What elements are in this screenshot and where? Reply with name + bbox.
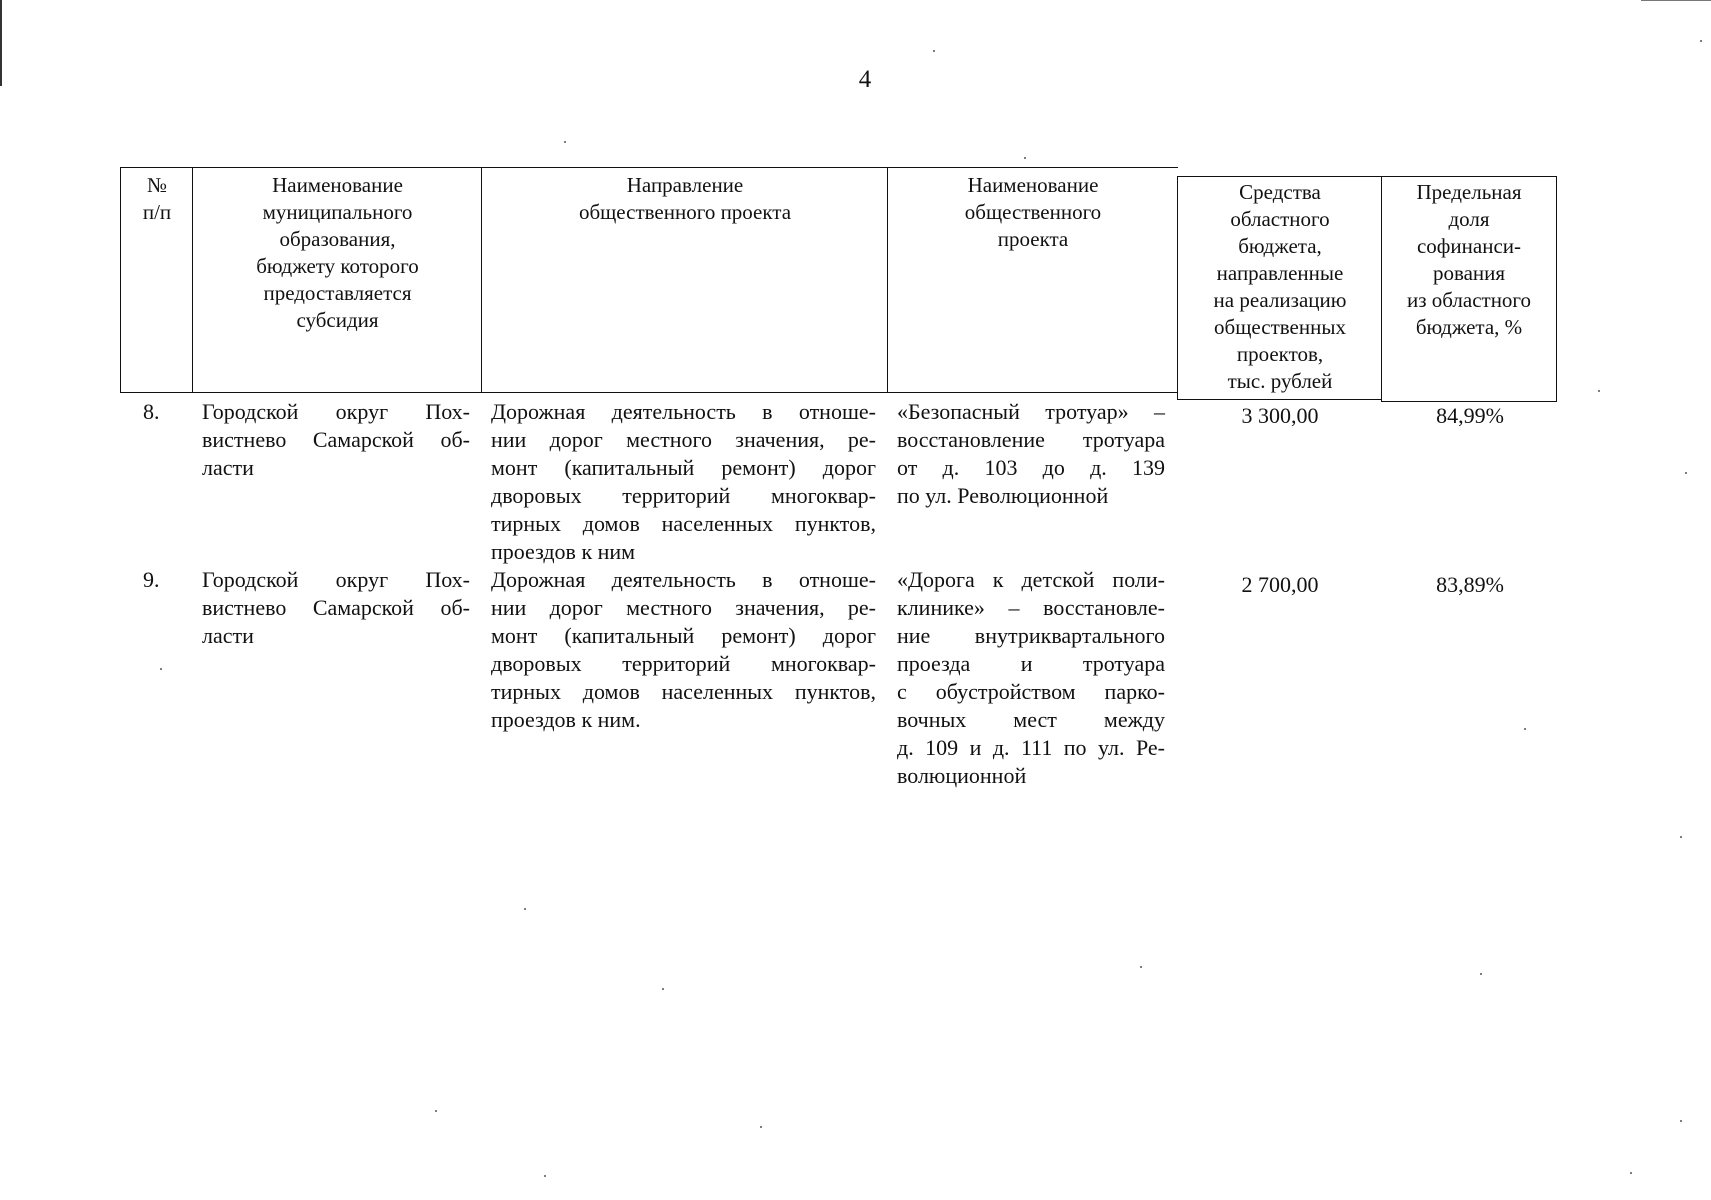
text-line: ласти [202,623,254,648]
header-number [120,167,193,393]
text-line: дворовых территорий многоквар- [491,651,876,676]
text-line: «Безопасный тротуар» – [897,399,1165,424]
scan-speck [760,1126,762,1128]
text-line: вистнево Самарской об- [202,595,470,620]
header-line: п/п [142,200,172,224]
header-line: общественного проекта [578,200,792,224]
text-line: Городской округ Пох- [202,567,470,592]
scan-speck [1630,1172,1632,1174]
header-direction [481,167,888,393]
scan-speck [1680,1120,1682,1122]
text-line: дворовых территорий многоквар- [491,483,876,508]
direction-cell [491,398,876,566]
header-line: софинанси- [1416,234,1521,258]
funds-cell: 3 300,00 [1241,403,1319,428]
scan-speck [564,141,566,143]
text-line: «Дорога к детской поли- [897,567,1165,592]
scan-left-edge [0,0,2,86]
row-number: 8. [143,399,160,424]
header-line: Наименование [967,173,1099,197]
header-line: бюджета, % [1415,315,1523,339]
header-share [1381,176,1557,402]
text-line: проездов к ним [491,539,636,564]
text-line: проезда и тротуара [897,651,1165,676]
share-cell: 83,89% [1436,572,1504,597]
header-line: на реализацию [1213,288,1347,312]
scan-speck [1680,836,1682,838]
text-line: монт (капитальный ремонт) дорог [491,455,876,480]
header-line: общественных [1214,315,1346,339]
scan-speck [1700,40,1702,42]
header-line: Предельная [1416,180,1522,204]
header-line: рования [1432,261,1506,285]
project-cell [897,566,1165,790]
text-line: волюционной [897,763,1027,788]
scan-top-edge [1641,0,1711,1]
header-line: тыс. рублей [1227,369,1333,393]
text-line: нии дорог местного значения, ре- [491,427,876,452]
text-line: Городской округ Пох- [202,399,470,424]
project-cell [897,398,1165,510]
header-line: муниципального [262,200,413,224]
text-line: ние внутриквартального [897,623,1165,648]
row-number: 9. [143,567,160,592]
header-line: проекта [997,227,1069,251]
scan-speck [1685,472,1687,474]
header-line: предоставляется [263,281,412,305]
header-municipality [192,167,482,393]
header-line: № [146,173,168,197]
text-line: Дорожная деятельность в отноше- [491,399,876,424]
text-line: с обустройством парко- [897,679,1165,704]
scan-speck [933,50,935,52]
text-line: ласти [202,455,254,480]
text-line: вистнево Самарской об- [202,427,470,452]
text-line: от д. 103 до д. 139 [897,455,1165,480]
page-number: 4 [858,66,872,93]
municipality-cell [202,398,470,482]
scan-speck [1480,973,1482,975]
header-funds [1177,176,1382,400]
text-line: вочных мест между [897,707,1165,732]
header-line: общественного [964,200,1102,224]
header-line: образования, [279,227,396,251]
header-line: областного [1230,207,1330,231]
scan-speck [662,988,664,990]
scan-speck [1024,157,1026,159]
share-cell: 84,99% [1436,403,1504,428]
header-project-name [887,167,1178,393]
scan-speck [1524,728,1526,730]
text-line: нии дорог местного значения, ре- [491,595,876,620]
header-line: из областного [1406,288,1532,312]
text-line: проездов к ним. [491,707,641,732]
header-line: субсидия [296,308,379,332]
header-line: доля [1448,207,1490,231]
header-line: бюджета, [1238,234,1322,258]
text-line: восстановление тротуара [897,427,1165,452]
direction-cell [491,566,876,734]
scan-speck [435,1110,437,1112]
scan-speck [160,668,162,670]
municipality-cell [202,566,470,650]
text-line: д. 109 и д. 111 по ул. Ре- [897,735,1165,760]
text-line: Дорожная деятельность в отноше- [491,567,876,592]
header-line: бюджету которого [256,254,419,278]
text-line: клинике» – восстановле- [897,595,1165,620]
header-line: Наименование [272,173,403,197]
scan-speck [1140,966,1142,968]
header-line: Средства [1239,180,1321,204]
header-line: проектов, [1236,342,1324,366]
text-line: тирных домов населенных пунктов, [491,511,876,536]
funds-cell: 2 700,00 [1241,572,1319,597]
scan-speck [1598,390,1600,392]
header-line: направленные [1216,261,1344,285]
text-line: по ул. Революционной [897,483,1109,508]
text-line: тирных домов населенных пунктов, [491,679,876,704]
scan-speck [544,1175,546,1177]
scan-speck [524,908,526,910]
header-line: Направление [626,173,744,197]
text-line: монт (капитальный ремонт) дорог [491,623,876,648]
